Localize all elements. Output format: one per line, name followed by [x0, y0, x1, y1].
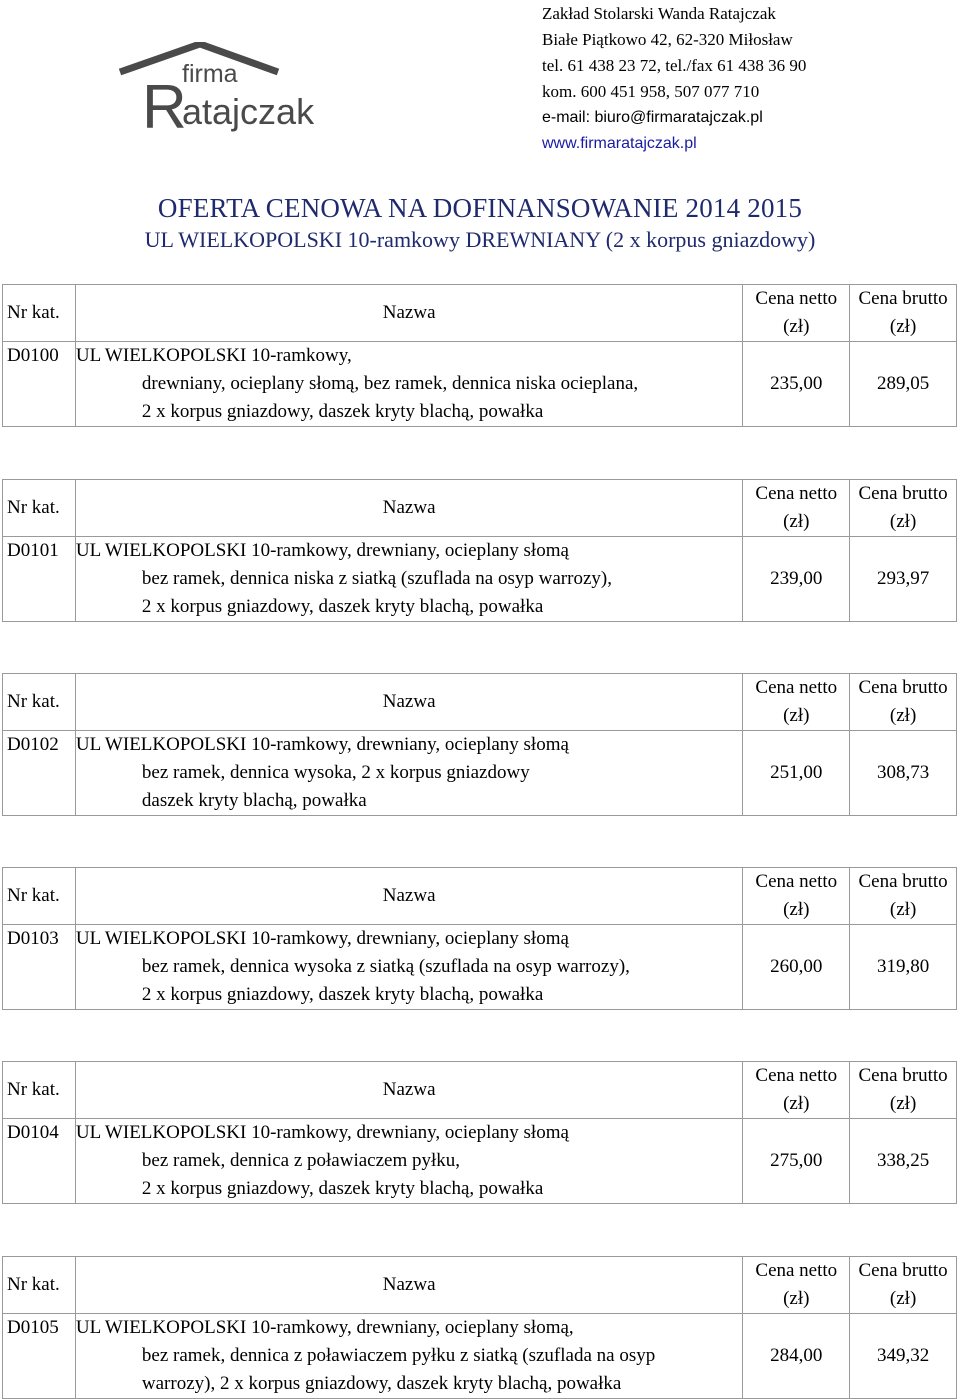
description-line: UL WIELKOPOLSKI 10-ramkowy, drewniany, ocieplany słomą	[75, 734, 569, 755]
price-brutto: 349,32	[850, 1314, 957, 1399]
product-description	[75, 1119, 742, 1204]
header-name: Nazwa	[75, 674, 742, 731]
product-nr: D0101	[3, 537, 76, 622]
table-header-row	[3, 1062, 957, 1119]
header-line: Cena brutto	[858, 871, 948, 892]
price-netto: 251,00	[743, 731, 850, 816]
offer-subtitle: UL WIELKOPOLSKI 10-ramkowy DREWNIANY (2 x korpus gniazdowy)	[144, 227, 816, 252]
header-line: Cena netto	[755, 288, 838, 309]
description-line: daszek kryty blachą, powałka	[141, 790, 367, 811]
header-line: (zł)	[783, 1288, 810, 1309]
table-row	[3, 1119, 957, 1204]
header-brutto	[850, 285, 957, 342]
table-row	[3, 731, 957, 816]
header-nr: Nr kat.	[3, 1062, 76, 1119]
description-line: 2 x korpus gniazdowy, daszek kryty blachą, powałka	[141, 596, 544, 617]
table-header-row	[3, 285, 957, 342]
description-lines	[76, 537, 738, 621]
header-name: Nazwa	[75, 480, 742, 537]
logo-rest-text: atajczak	[182, 91, 315, 132]
header-line: Cena netto	[755, 677, 838, 698]
description-line: UL WIELKOPOLSKI 10-ramkowy, drewniany, ocieplany słomą	[75, 540, 569, 561]
product-nr: D0104	[3, 1119, 76, 1204]
description-line: 2 x korpus gniazdowy, daszek kryty blachą, powałka	[141, 984, 544, 1005]
product-nr: D0103	[3, 925, 76, 1010]
description-lines	[76, 1314, 738, 1398]
header-name: Nazwa	[75, 285, 742, 342]
logo-big-letter: R	[142, 73, 187, 134]
product-table	[2, 867, 957, 1010]
description-line: bez ramek, dennica z poławiaczem pyłku z siatką (szuflada na osyp	[141, 1345, 656, 1366]
header-netto	[743, 1257, 850, 1314]
header-netto	[743, 480, 850, 537]
description-line: bez ramek, dennica z poławiaczem pyłku,	[141, 1150, 461, 1171]
table-row	[3, 342, 957, 427]
price-netto: 239,00	[743, 537, 850, 622]
description-lines	[76, 1119, 738, 1203]
table-row	[3, 537, 957, 622]
price-netto: 260,00	[743, 925, 850, 1010]
header-line: (zł)	[783, 511, 810, 532]
price-brutto: 338,25	[850, 1119, 957, 1204]
product-nr: D0102	[3, 731, 76, 816]
product-description	[75, 342, 742, 427]
header-name: Nazwa	[75, 868, 742, 925]
table-header-row	[3, 868, 957, 925]
header-line: Cena netto	[755, 483, 838, 504]
table-header-row	[3, 480, 957, 537]
header-brutto	[850, 1062, 957, 1119]
price-netto: 284,00	[743, 1314, 850, 1399]
company-logo	[118, 42, 350, 134]
table-row	[3, 1314, 957, 1399]
header-nr: Nr kat.	[3, 868, 76, 925]
header-line: Cena brutto	[858, 1065, 948, 1086]
description-line: drewniany, ocieplany słomą, bez ramek, dennica niska ocieplana,	[141, 373, 639, 394]
company-mobile: kom. 600 451 958, 507 077 710	[542, 82, 760, 101]
table-header-row	[3, 1257, 957, 1314]
product-table	[2, 479, 957, 622]
header-line: (zł)	[783, 705, 810, 726]
company-contact	[542, 1, 806, 157]
description-line: 2 x korpus gniazdowy, daszek kryty blachą, powałka	[141, 401, 544, 422]
description-line: warrozy), 2 x korpus gniazdowy, daszek kryty blachą, powałka	[141, 1373, 622, 1394]
price-brutto: 308,73	[850, 731, 957, 816]
header-line: Cena brutto	[858, 1260, 948, 1281]
company-email[interactable]: e-mail: biuro@firmaratajczak.pl	[542, 109, 763, 126]
header-line: (zł)	[889, 316, 917, 337]
price-netto: 275,00	[743, 1119, 850, 1204]
description-line: UL WIELKOPOLSKI 10-ramkowy, drewniany, ocieplany słomą	[75, 928, 569, 949]
header-name: Nazwa	[75, 1257, 742, 1314]
product-table	[2, 1061, 957, 1204]
header-line: Cena netto	[755, 1065, 838, 1086]
header-line: (zł)	[889, 899, 917, 920]
header-brutto	[850, 674, 957, 731]
product-nr: D0100	[3, 342, 76, 427]
company-name: Zakład Stolarski Wanda Ratajczak	[542, 4, 776, 23]
price-netto: 235,00	[743, 342, 850, 427]
header-line: (zł)	[783, 1093, 810, 1114]
header-netto	[743, 285, 850, 342]
header-nr: Nr kat.	[3, 480, 76, 537]
company-website[interactable]: www.firmaratajczak.pl	[542, 135, 697, 152]
company-phone: tel. 61 438 23 72, tel./fax 61 438 36 90	[542, 56, 807, 75]
price-brutto: 289,05	[850, 342, 957, 427]
header-line: (zł)	[783, 899, 810, 920]
description-line: bez ramek, dennica niska z siatką (szuflada na osyp warrozy),	[141, 568, 612, 589]
price-brutto: 319,80	[850, 925, 957, 1010]
header-line: Cena netto	[755, 1260, 838, 1281]
description-lines	[76, 925, 738, 1009]
header-nr: Nr kat.	[3, 1257, 76, 1314]
header-brutto	[850, 868, 957, 925]
logo-small-text: firma	[182, 60, 238, 88]
description-line: bez ramek, dennica wysoka, 2 x korpus gniazdowy	[141, 762, 530, 783]
product-description	[75, 925, 742, 1010]
company-address: Białe Piątkowo 42, 62-320 Miłosław	[542, 30, 793, 49]
product-table	[2, 673, 957, 816]
description-line: 2 x korpus gniazdowy, daszek kryty blachą, powałka	[141, 1178, 544, 1199]
header-netto	[743, 1062, 850, 1119]
header-brutto	[850, 1257, 957, 1314]
header-netto	[743, 674, 850, 731]
header-name: Nazwa	[75, 1062, 742, 1119]
header-line: (zł)	[889, 1288, 917, 1309]
price-brutto: 293,97	[850, 537, 957, 622]
description-line: bez ramek, dennica wysoka z siatką (szuflada na osyp warrozy),	[141, 956, 630, 977]
header-line: Cena brutto	[858, 288, 948, 309]
description-lines	[76, 731, 738, 815]
offer-title: OFERTA CENOWA NA DOFINANSOWANIE 2014 2015	[157, 193, 803, 223]
header-nr: Nr kat.	[3, 674, 76, 731]
header-line: Cena brutto	[858, 483, 948, 504]
product-description	[75, 537, 742, 622]
description-line: UL WIELKOPOLSKI 10-ramkowy,	[75, 345, 352, 366]
description-lines	[76, 342, 738, 426]
header-nr: Nr kat.	[3, 285, 76, 342]
product-description	[75, 731, 742, 816]
description-line: UL WIELKOPOLSKI 10-ramkowy, drewniany, ocieplany słomą,	[75, 1317, 574, 1338]
header-line: Cena brutto	[858, 677, 948, 698]
table-row	[3, 925, 957, 1010]
table-header-row	[3, 674, 957, 731]
header-line: (zł)	[889, 511, 917, 532]
header-line: (zł)	[783, 316, 810, 337]
product-nr: D0105	[3, 1314, 76, 1399]
header-line: Cena netto	[755, 871, 838, 892]
product-table	[2, 1256, 957, 1399]
header-line: (zł)	[889, 1093, 917, 1114]
description-line: UL WIELKOPOLSKI 10-ramkowy, drewniany, ocieplany słomą	[75, 1122, 569, 1143]
header-brutto	[850, 480, 957, 537]
header-netto	[743, 868, 850, 925]
product-description	[75, 1314, 742, 1399]
header-line: (zł)	[889, 705, 917, 726]
product-table	[2, 284, 957, 427]
